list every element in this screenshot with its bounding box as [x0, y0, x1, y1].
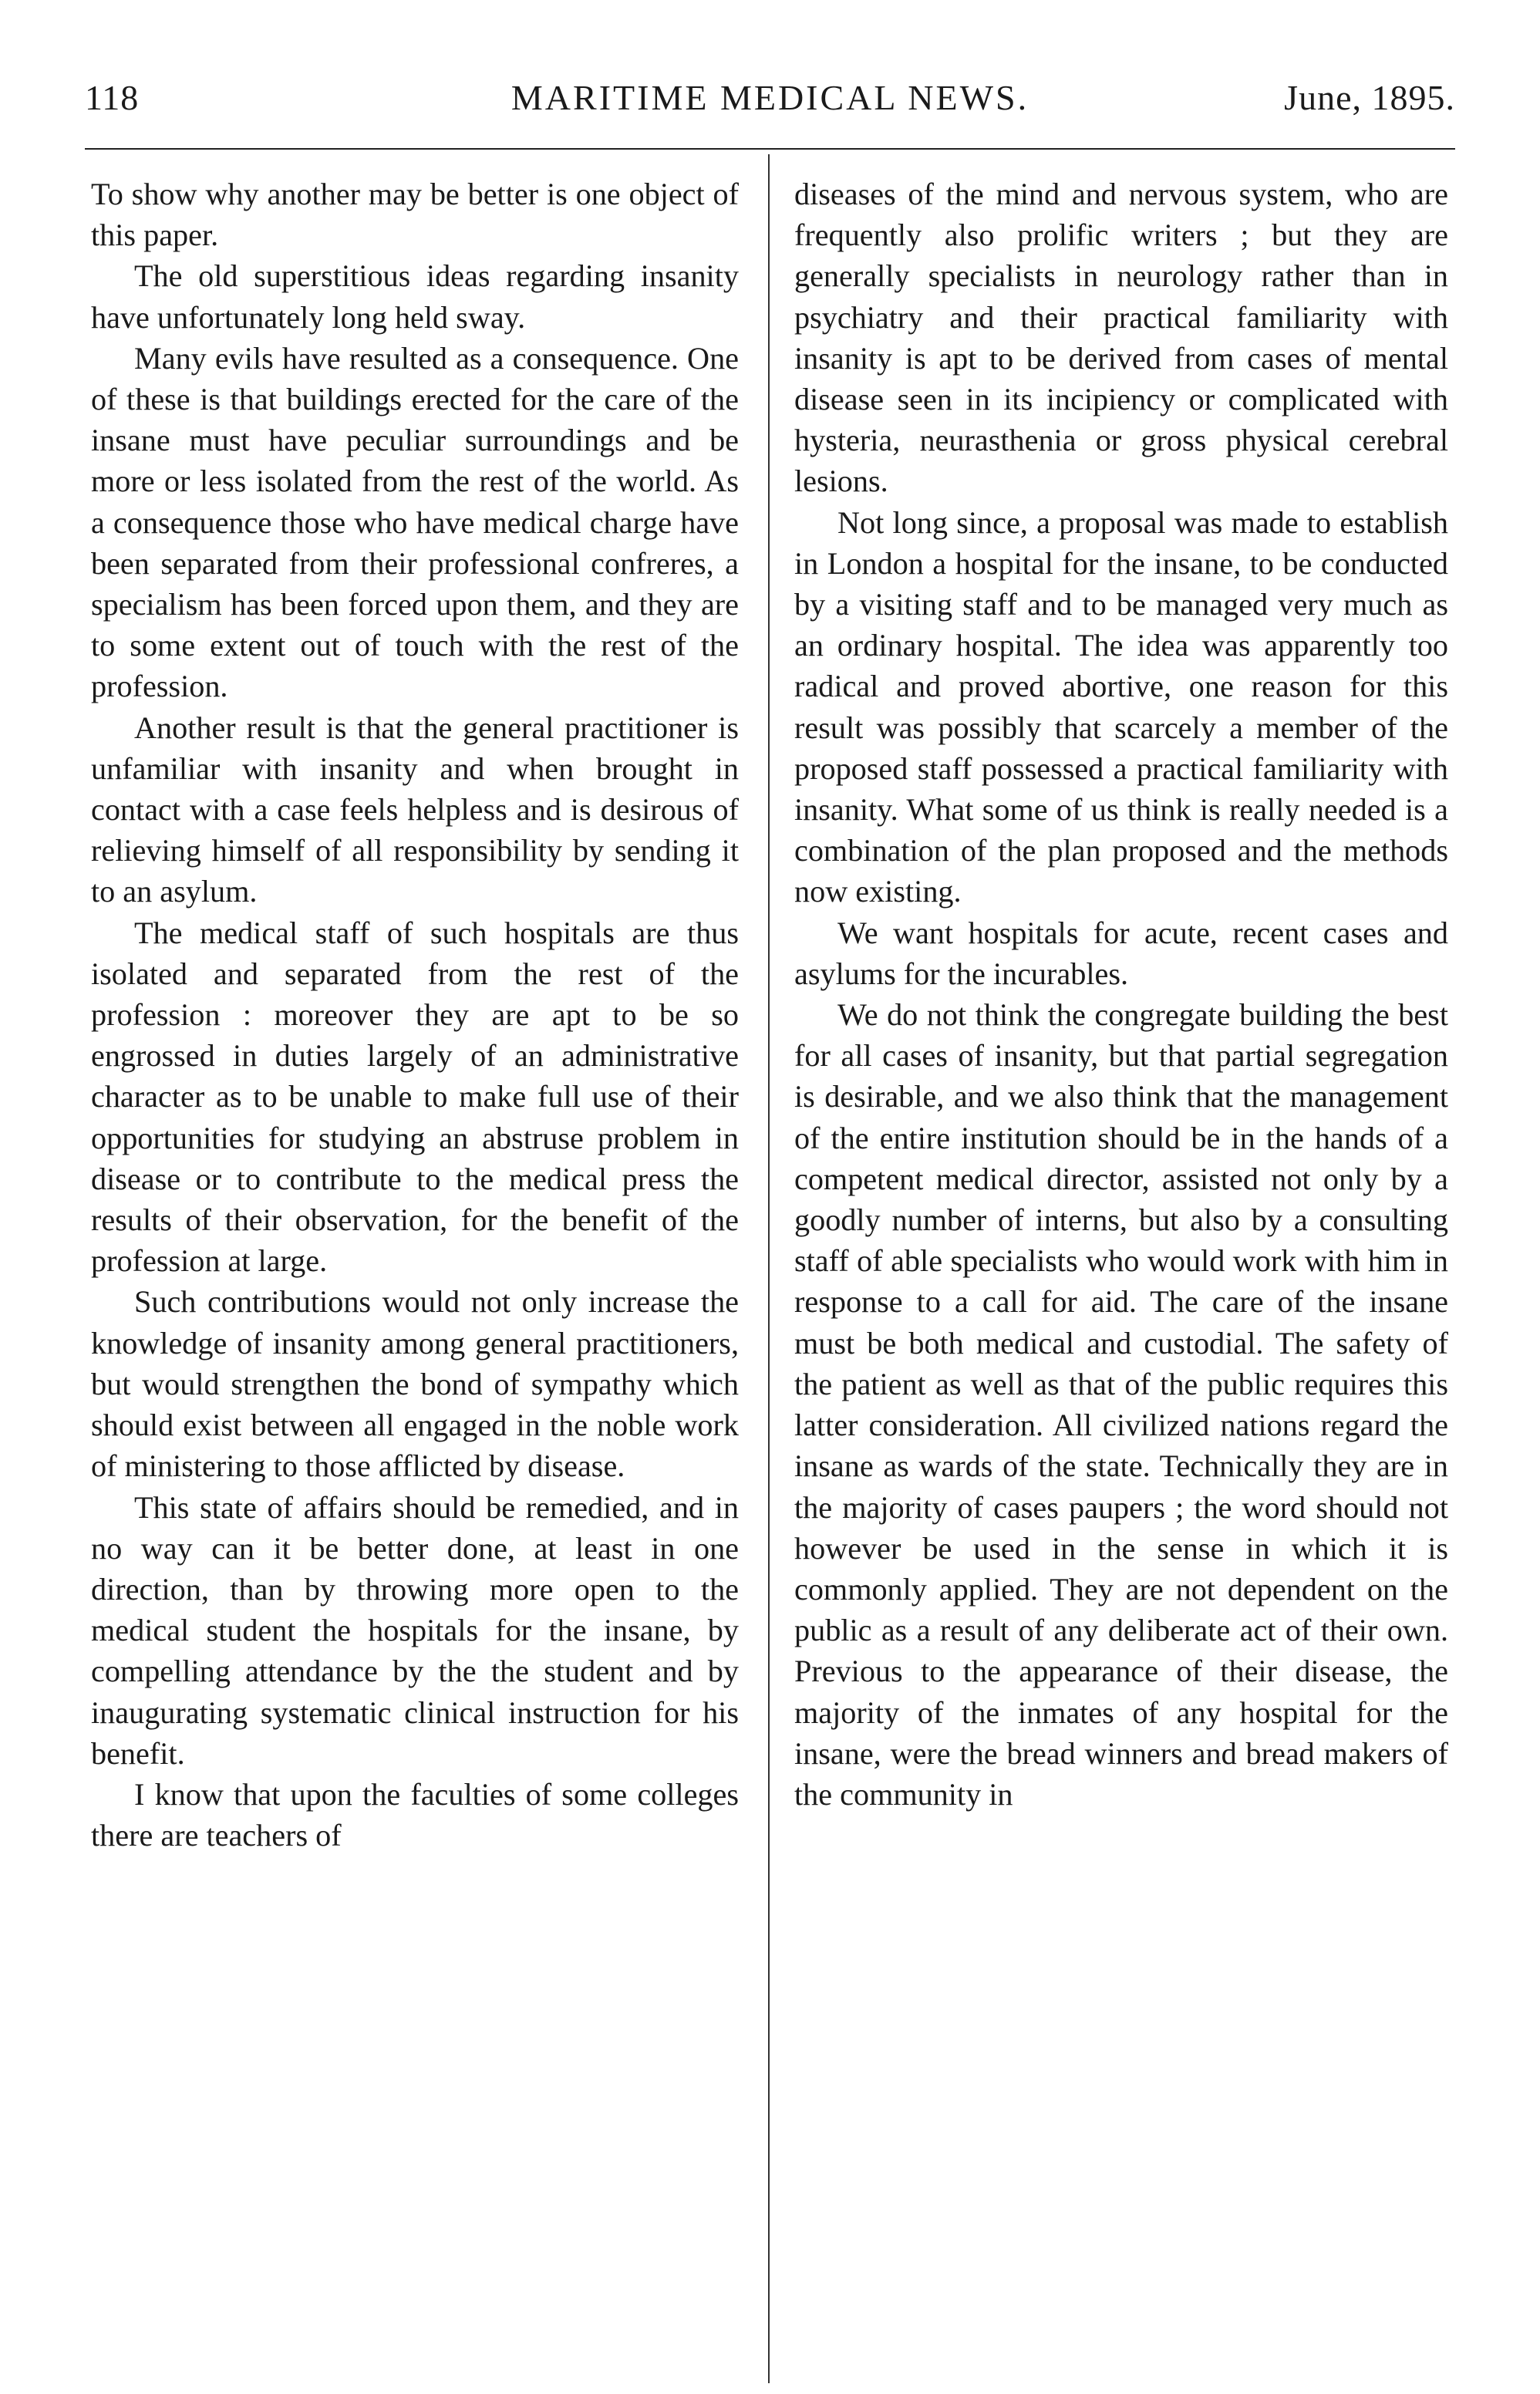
paragraph: Not long since, a proposal was made to establish in London a hospital for the insane, to be conducted by a visiting staff and to be managed very much as an ordinary hospital. The idea was apparently too radical and proved abortive, one reason for this result was possibly that scarcely a member of the proposed staff possessed a practical familiarity with insanity. What some of us think is really needed is a combination of the plan proposed and the methods now existing.: [794, 504, 1448, 909]
page-number: 118: [85, 78, 140, 117]
paragraph: We do not think the congregate building the best for all cases of insanity, but that partial segregation is desirable, and we also think that the management of the entire institution should be in the hands of a competent medical director, assisted not only by a goodly number of interns, but also by a consulting staff of able specialists who would work with him in response to a call for aid. The care of the insane must be both medical and custodial. The safety of the patient as well as that of the public requires this latter consideration. All civilized nations regard the insane as wards of the state. Technically they are in the majority of cases paupers ; the word should not however be used in the sense in which it is commonly applied. They are not dependent on the public as a result of any deliberate act of their own. Previous to the appearance of their disease, the majority of the inmates of any hospital for the insane, were the bread winners and bread makers of the community in: [794, 997, 1448, 1812]
paragraph: Another result is that the general practitioner is unfamiliar with insanity and when brought in contact with a case feels helpless and is desirous of relieving himself of all responsibility by sending it to an asylum.: [91, 710, 739, 909]
paragraph: I know that upon the faculties of some colleges there are teachers of: [91, 1776, 739, 1853]
header-rule: [85, 148, 1455, 150]
journal-title: MARITIME MEDICAL NEWS.: [511, 78, 1029, 117]
column-divider: [768, 154, 770, 2383]
paragraph: This state of affairs should be remedied, and in no way can it be better done, at least in one direction, than by throwing more open to the medical student the hospitals for the insane, by compelling attendance by the the student and by inaugurating systematic clinical instruction for his benefit.: [91, 1489, 739, 1771]
paragraph: The medical staff of such hospitals are thus isolated and separated from the rest of the profession : moreover they are apt to be so engrossed in duties largely of an administrative character as to be unable to make full use of their opportunities for studying an abstruse problem in disease or to contribute to the medical press the results of their observation, for the benefit of the profession at large.: [91, 915, 739, 1279]
right-column: [794, 174, 1448, 1815]
issue-date: June, 1895.: [1284, 78, 1455, 117]
paragraph: Such contributions would not only increase the knowledge of insanity among general practitioners, but would strengthen the bond of sympathy which should exist between all engaged in the noble work of ministering to those afflicted by disease.: [91, 1284, 739, 1484]
page-header: [54, 77, 1486, 123]
paragraph: diseases of the mind and nervous system, who are frequently also prolific writers ; but they are generally specialists in neurology rather than in psychiatry and their practical familiarity with insanity is apt to be derived from cases of mental disease seen in its incipiency or complicated with hysteria, neurasthenia or gross physical cerebral lesions.: [794, 177, 1448, 499]
paragraph: Many evils have resulted as a consequence. One of these is that buildings erected for the care of the insane must have peculiar surroundings and be more or less isolated from the rest of the world. As a consequence those who have medical charge have been separated from their professional confreres, a specialism has been forced upon them, and they are to some extent out of touch with the rest of the profession.: [91, 340, 739, 704]
left-column: [91, 174, 739, 1856]
paragraph: To show why another may be better is one object of this paper.: [91, 177, 739, 253]
paragraph: We want hospitals for acute, recent cases and asylums for the incurables.: [794, 915, 1448, 991]
paragraph: The old superstitious ideas regarding insanity have unfortunately long held sway.: [91, 258, 739, 335]
